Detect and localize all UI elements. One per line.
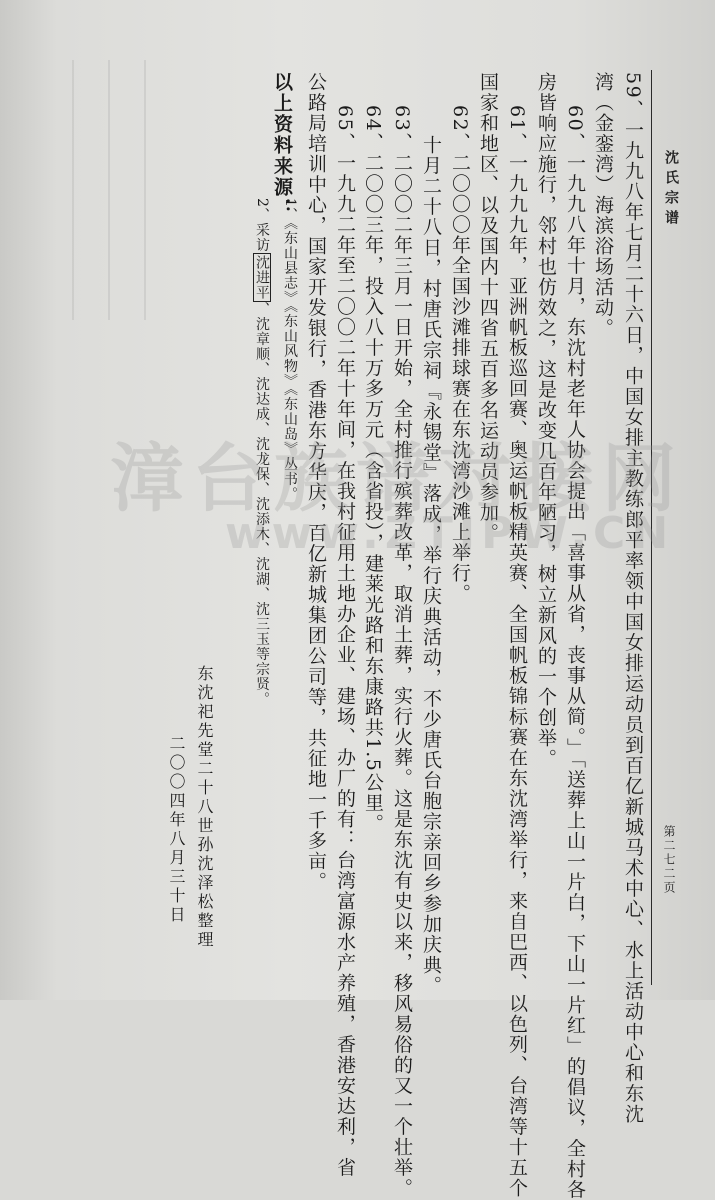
entry-65-line1: 65、一九九二年至二〇〇二年十年间，在我村征用土地办企业、建场、办厂的有：台湾富源水产养殖，香港安达利，省 bbox=[334, 105, 356, 1178]
source-item-1: 1、《东山县志》《东山风物》《东山岛》丛书。 bbox=[282, 198, 298, 502]
boxed-name: 沈进平 bbox=[254, 254, 270, 300]
compiler-signature: 东沈祀先堂二十八世孙沈泽松整理 bbox=[195, 665, 214, 950]
entry-61-line1: 61、一九九九年，亚洲帆板巡回赛、奥运帆板精英赛、全国帆板锦标赛在东沈湾举行，来自巴西、以色列、台湾等十五个 bbox=[506, 105, 528, 1199]
entry-61-line2: 国家和地区、以及国内十四省五百多名运动员参加。 bbox=[477, 72, 499, 544]
compile-date: 二〇〇四年八月三十日 bbox=[167, 735, 186, 925]
source-item-2-rest: 、沈章顺、沈达成、沈龙保、沈添木、沈湖、沈三玉等宗贤。 bbox=[254, 301, 270, 707]
sources-heading: 以上资料来源： bbox=[271, 72, 293, 219]
page-number: 第二七二页 bbox=[662, 825, 676, 895]
entry-60-line1: 60、一九九八年十月，东沈村老年人协会提出「喜事从省，丧事从简。」「送葬上山一片白，下山一片红」的倡议，全村各 bbox=[564, 105, 586, 1200]
source-item-2-prefix: 2、采访 bbox=[254, 198, 270, 253]
entry-60-line2: 房皆响应施行，邻村也仿效之，这是改变几百年陋习，树立新风的一个创举。 bbox=[535, 72, 557, 769]
entry-62-line1: 62、二〇〇〇年全国沙滩排球赛在东沈湾沙滩上举行。 bbox=[449, 105, 471, 604]
source-item-2 bbox=[248, 198, 276, 707]
entry-64: 64、二〇〇三年，投入八十万多万元（含省投），建莱光路和东康路共1.5公里。 bbox=[362, 105, 384, 834]
watermark-url: www.ZTJPW.CN bbox=[225, 508, 675, 559]
bleed-through-text bbox=[50, 60, 160, 320]
page-border-line bbox=[651, 70, 652, 985]
book-title: 沈氏宗谱 bbox=[663, 150, 679, 230]
entry-59-line2: 湾（金銮湾）海滨浴场活动。 bbox=[592, 72, 614, 339]
entry-65-line2: 公路局培训中心，国家开发银行，香港东方华庆，百亿新城集团公司等，共征地一千多亩。 bbox=[305, 72, 327, 892]
entry-62-line2: 十月二十八日，村唐氏宗祠『永锡堂』落成，举行庆典活动，不少唐氏台胞宗亲回乡参加庆典。 bbox=[420, 135, 442, 996]
entry-63: 63、二〇〇二年三月一日开始，全村推行殡葬改革，取消土葬，实行火葬。这是东沈有史以来，移风易俗的又一个壮举。 bbox=[391, 105, 413, 1199]
watermark-site-name: 漳台族谱对接网 bbox=[110, 436, 684, 522]
entry-59-line1: 59、一九九八年七月二十六日，中国女排主教练郎平率领中国女排运动员到百亿新城马术中心、水上活动中心和东沈 bbox=[622, 72, 644, 1125]
